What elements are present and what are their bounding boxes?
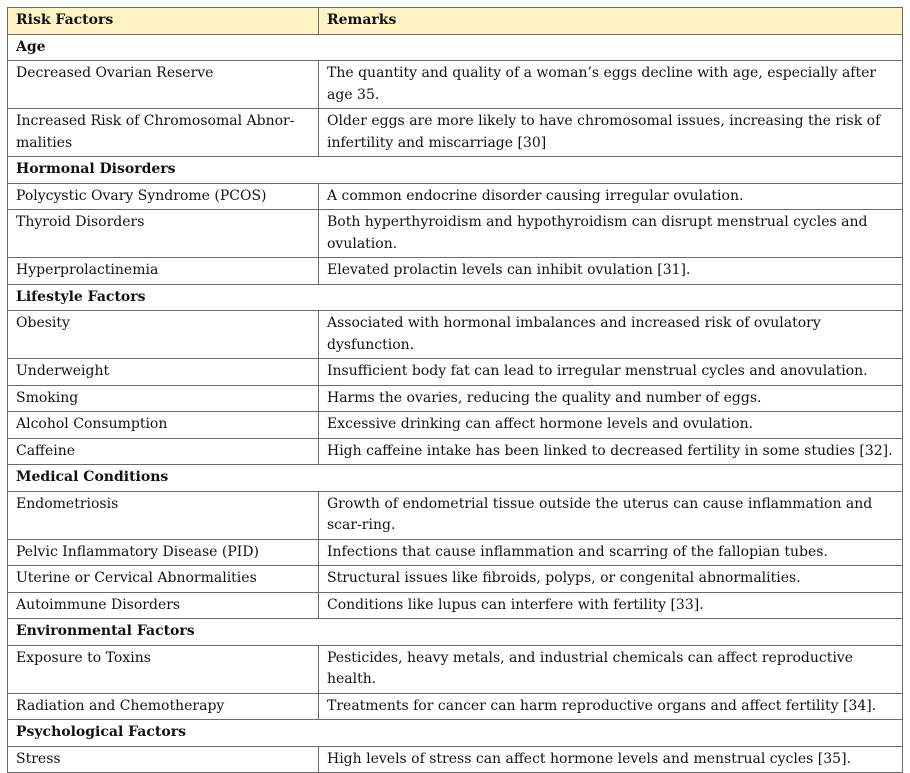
section-title: Environmental Factors (8, 619, 903, 646)
risk-factor-cell: Polycystic Ovary Syndrome (PCOS) (8, 183, 319, 210)
remark-cell: Excessive drinking can affect hormone levels and ovulation. (319, 412, 903, 439)
section-row (8, 619, 903, 646)
remark-cell: Treatments for cancer can harm reproductive organs and affect fertility [34]. (319, 693, 903, 720)
section-title: Psychological Factors (8, 720, 903, 747)
section-row (8, 34, 903, 61)
remark-cell: Harms the ovaries, reducing the quality and number of eggs. (319, 385, 903, 412)
remark-cell: High caffeine intake has been linked to decreased fertility in some studies [32]. (319, 438, 903, 465)
risk-factors-table (7, 7, 903, 773)
risk-factor-cell: Obesity (8, 311, 319, 359)
risk-factors-table-container (7, 7, 902, 773)
table-row (8, 359, 903, 386)
remark-cell: Elevated prolactin levels can inhibit ovulation [31]. (319, 258, 903, 285)
table-row (8, 491, 903, 539)
remark-cell: Both hyperthyroidism and hypothyroidism can disrupt menstrual cycles and ovulation. (319, 210, 903, 258)
remark-cell: Pesticides, heavy metals, and industrial chemicals can affect reproductive health. (319, 645, 903, 693)
table-row (8, 210, 903, 258)
table-row (8, 539, 903, 566)
remark-cell: Growth of endometrial tissue outside the uterus can cause inflammation and scar-ring. (319, 491, 903, 539)
header-row (8, 8, 903, 35)
table-row (8, 438, 903, 465)
remark-cell: Infections that cause inflammation and scarring of the fallopian tubes. (319, 539, 903, 566)
table-row (8, 412, 903, 439)
table-row (8, 183, 903, 210)
risk-factor-cell: Decreased Ovarian Reserve (8, 61, 319, 109)
section-row (8, 720, 903, 747)
remark-cell: Insufficient body fat can lead to irregular menstrual cycles and anovulation. (319, 359, 903, 386)
table-row (8, 385, 903, 412)
table-row (8, 109, 903, 157)
risk-factor-cell: Smoking (8, 385, 319, 412)
risk-factor-cell: Alcohol Consumption (8, 412, 319, 439)
remark-cell: Conditions like lupus can interfere with fertility [33]. (319, 592, 903, 619)
table-body (8, 34, 903, 773)
section-row (8, 284, 903, 311)
risk-factor-cell: Autoimmune Disorders (8, 592, 319, 619)
risk-factor-cell: Increased Risk of Chromosomal Abnor-malities (8, 109, 319, 157)
risk-factor-cell: Caffeine (8, 438, 319, 465)
remark-cell: High levels of stress can affect hormone levels and menstrual cycles [35]. (319, 746, 903, 773)
risk-factor-cell: Radiation and Chemotherapy (8, 693, 319, 720)
risk-factor-cell: Exposure to Toxins (8, 645, 319, 693)
risk-factor-cell: Hyperprolactinemia (8, 258, 319, 285)
table-row (8, 566, 903, 593)
section-title: Medical Conditions (8, 465, 903, 492)
risk-factor-cell: Uterine or Cervical Abnormalities (8, 566, 319, 593)
risk-factor-cell: Underweight (8, 359, 319, 386)
section-title: Lifestyle Factors (8, 284, 903, 311)
table-row (8, 258, 903, 285)
risk-factor-cell: Pelvic Inflammatory Disease (PID) (8, 539, 319, 566)
section-title: Hormonal Disorders (8, 157, 903, 184)
table-row (8, 311, 903, 359)
table-row (8, 61, 903, 109)
section-row (8, 465, 903, 492)
header-remarks: Remarks (319, 8, 903, 35)
remark-cell: The quantity and quality of a woman’s eggs decline with age, especially after age 35. (319, 61, 903, 109)
remark-cell: Older eggs are more likely to have chromosomal issues, increasing the risk of infertility and miscarriage [30] (319, 109, 903, 157)
risk-factor-cell: Thyroid Disorders (8, 210, 319, 258)
header-risk-factors: Risk Factors (8, 8, 319, 35)
section-row (8, 157, 903, 184)
section-title: Age (8, 34, 903, 61)
table-header (8, 8, 903, 35)
remark-cell: A common endocrine disorder causing irregular ovulation. (319, 183, 903, 210)
remark-cell: Associated with hormonal imbalances and increased risk of ovulatory dysfunction. (319, 311, 903, 359)
table-row (8, 592, 903, 619)
risk-factor-cell: Stress (8, 746, 319, 773)
remark-cell: Structural issues like fibroids, polyps, or congenital abnormalities. (319, 566, 903, 593)
table-row (8, 693, 903, 720)
risk-factor-cell: Endometriosis (8, 491, 319, 539)
table-row (8, 645, 903, 693)
